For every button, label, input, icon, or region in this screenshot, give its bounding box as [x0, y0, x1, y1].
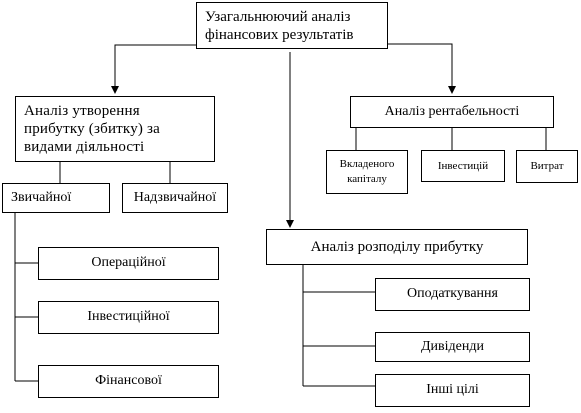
operational-box: Операційної	[38, 247, 219, 280]
connector-root-formation	[115, 45, 196, 93]
financial-box: Фінансової	[38, 365, 219, 398]
investment-box: Інвестиційної	[38, 301, 219, 334]
profitability-box: Аналіз рентабельності	[350, 96, 554, 128]
dividends-box: Дивіденди	[375, 332, 530, 362]
taxation-box: Оподаткування	[375, 278, 530, 311]
distribution-box: Аналіз розподілу прибутку	[266, 229, 528, 265]
investments-box: Інвестицій	[421, 150, 505, 182]
invested-capital-box: Вкладеного капіталу	[326, 150, 408, 194]
formation-box: Аналіз утворення прибутку (збитку) за видами діяльності	[15, 96, 215, 162]
extraordinary-box: Надзвичайної	[122, 183, 228, 213]
expenses-box: Витрат	[516, 150, 578, 183]
other-goals-box: Інші цілі	[375, 374, 530, 407]
root-box: Узагальнюючий аналіз фінансових результатів	[196, 2, 388, 49]
ordinary-box: Звичайної	[2, 183, 110, 213]
connector-root-profitability	[388, 44, 452, 93]
